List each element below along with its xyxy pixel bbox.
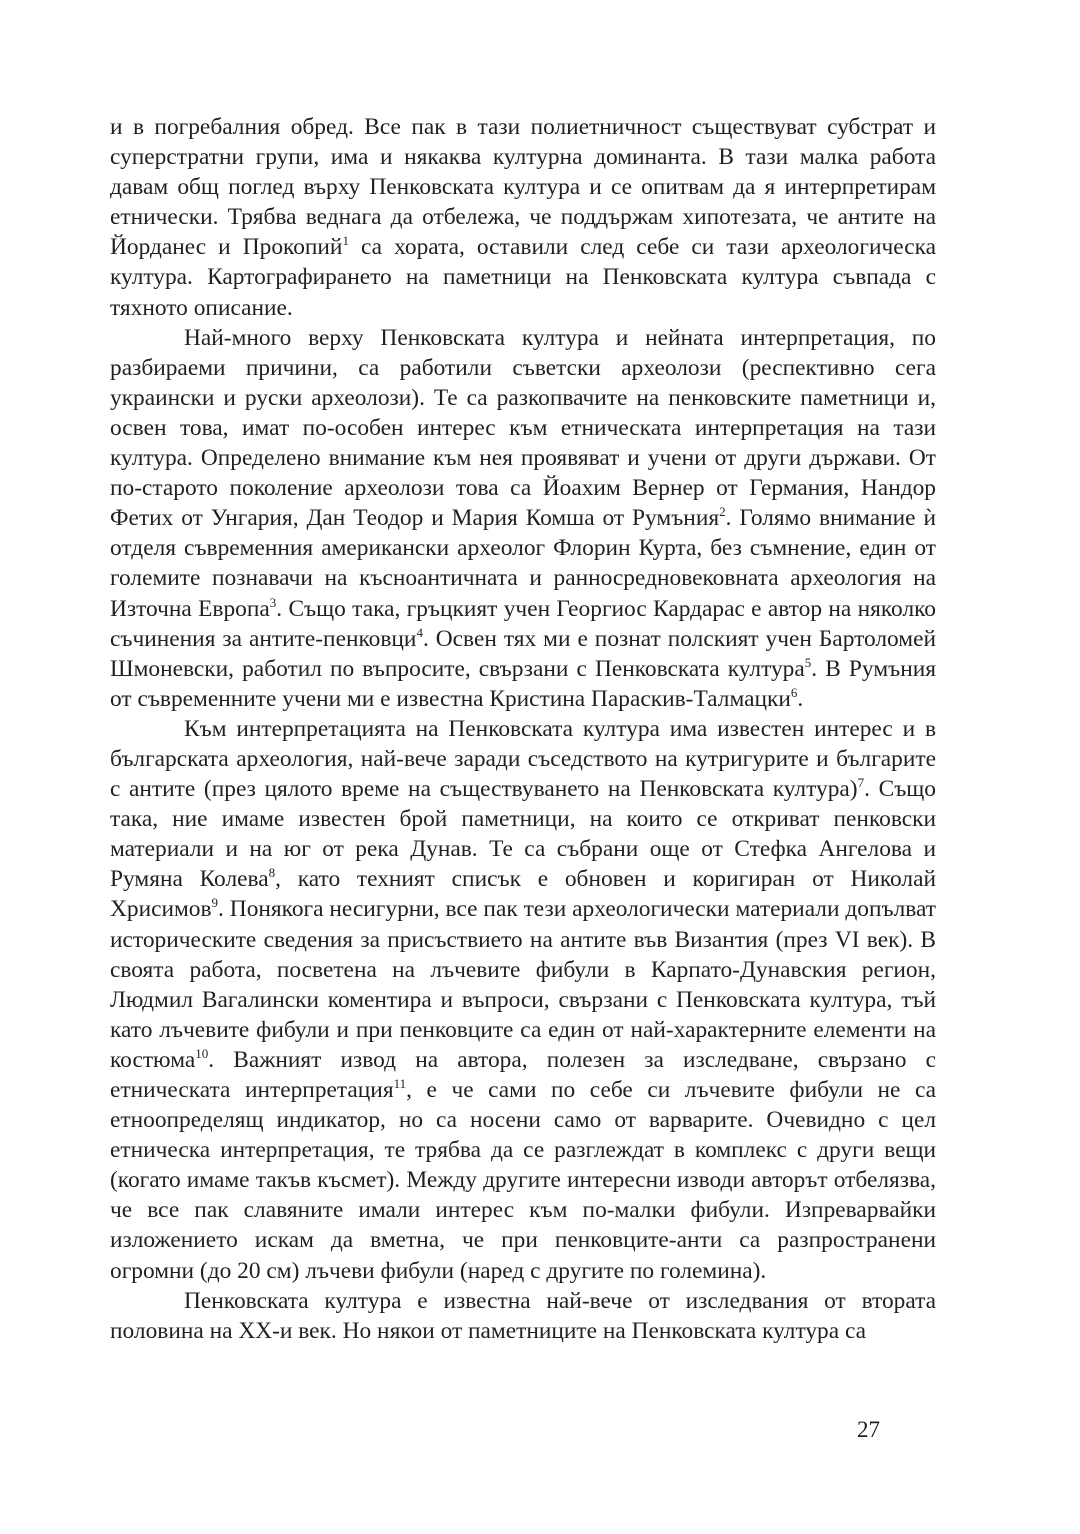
text-segment: и в погребалния обред. Все пак в тази полиетничност съществуват субстрат и суперстратни групи, има и някаква културна доминанта. В тази малка работа давам общ поглед върху Пенковската култура и се опитвам да я интерпретирам етнически. Трябва веднага да отбележа, че поддържам хипотезата, че антите на Йорданес и Прокопий: [110, 114, 936, 261]
footnote-marker-1: 1: [342, 233, 349, 249]
text-segment: . Важният извод на автора, полезен за изследване, свързано с етническата интерпретация: [110, 1046, 936, 1103]
text-segment: .: [797, 685, 804, 712]
text-segment: Пенковската култура е известна най-вече от изследвания от втората половина на XX-и век. Но някои от паметниците на Пенковската култура са: [110, 1287, 936, 1344]
text-segment: Към интерпретацията на Пенковската култура има известен интерес и в българската археология, най-вече заради съседството на кутригурите и българите с антите (през цялото време на съществуването на Пенковската култура): [110, 715, 936, 803]
footnote-marker-7: 7: [857, 775, 865, 791]
page-number: 27: [857, 1417, 880, 1442]
footnote-marker-8: 8: [268, 865, 276, 881]
text-segment: са хората, оставили след себе си тази археологическа култура. Картографирането на паметници на Пенковската култура съвпада с тяхното описание.: [110, 234, 936, 321]
paragraph-2: [110, 323, 936, 714]
text-segment: , е че сами по себе си лъчевите фибули не са етноопределящ индикатор, но са носени само от варварите. Очевидно с цел етническа интерпретация, те трябва да се разглеждат в комплекс с други вещи (когато имаме такъв късмет). Между другите интересни изводи авторът отбелязва, че все пак славяните имали интерес към по-малки фибули. Изпреварвайки изложението искам да вметна, че при пенковците-анти са разпространени огромни (до 20 см) лъчеви фибули (наред с другите по големина).: [110, 1077, 936, 1284]
text-segment: . Освен тях ми е познат полският учен Бартоломей Шмоневски, работил по въпросите, свързани с Пенковската култура: [110, 625, 937, 682]
text-segment: . Също така, гръцкият учен Георгиос Кардарас е автор на няколко съчинения за антите-пенковци: [110, 595, 936, 652]
footnote-marker-3: 3: [269, 594, 277, 610]
footnote-marker-10: 10: [195, 1046, 209, 1062]
paragraph-3: [110, 714, 936, 1286]
page-body: [110, 112, 936, 1346]
footnote-marker-2: 2: [719, 504, 726, 520]
paragraph-1: [110, 112, 936, 323]
text-segment: . В Румъния от съвременните учени ми е известна Кристина Параскив-Талмацки: [110, 655, 937, 712]
paragraph-4: [110, 1286, 936, 1346]
footnote-marker-4: 4: [416, 624, 423, 640]
footnote-marker-5: 5: [804, 654, 812, 670]
text-segment: , като техният списък е обновен и коригиран от Николай Хрисимов: [110, 866, 936, 923]
text-segment: . Голямо внимание ѝ отделя съвременния американски археолог Флорин Курта, без съмнение, един от големите познавачи на късноантичната и ранносредновековната археология на Източна Европа: [110, 505, 936, 622]
footnote-marker-9: 9: [211, 895, 219, 911]
footnote-marker-11: 11: [393, 1076, 407, 1092]
text-segment: . Също така, ние имаме известен брой паметници, на които се откриват пенковски материали и на юг от река Дунав. Те са събрани още от Стефка Ангелова и Румяна Колева: [110, 776, 936, 893]
footnote-marker-6: 6: [790, 684, 798, 700]
text-segment: . Понякога несигурни, все пак тези археологически материали допълват историческите сведения за присъствието на антите във Византия (през VI век). В своята работа, посветена на лъчевите фибули в Карпато-Дунавския регион, Людмил Вагалински коментира и въпроси, свързани с Пенковската култура, тъй като лъчевите фибули и при пенковците са един от най-характерните елементи на костюма: [110, 896, 936, 1073]
text-segment: Най-много верху Пенковската култура и нейната интерпретация, по разбираеми причини, са работили съветски археолози (респективно сега украински и руски археолози). Те са разкопвачите на пенковските паметници и, освен това, имат по-особен интерес към етническата интерпретация на тази култура. Определено внимание към нея проявяват и учени от други държави. От по-старото поколение археолози това са Йоахим Вернер от Германия, Нандор Фетих от Унгария, Дан Теодор и Мария Комша от Румъния: [110, 324, 936, 532]
